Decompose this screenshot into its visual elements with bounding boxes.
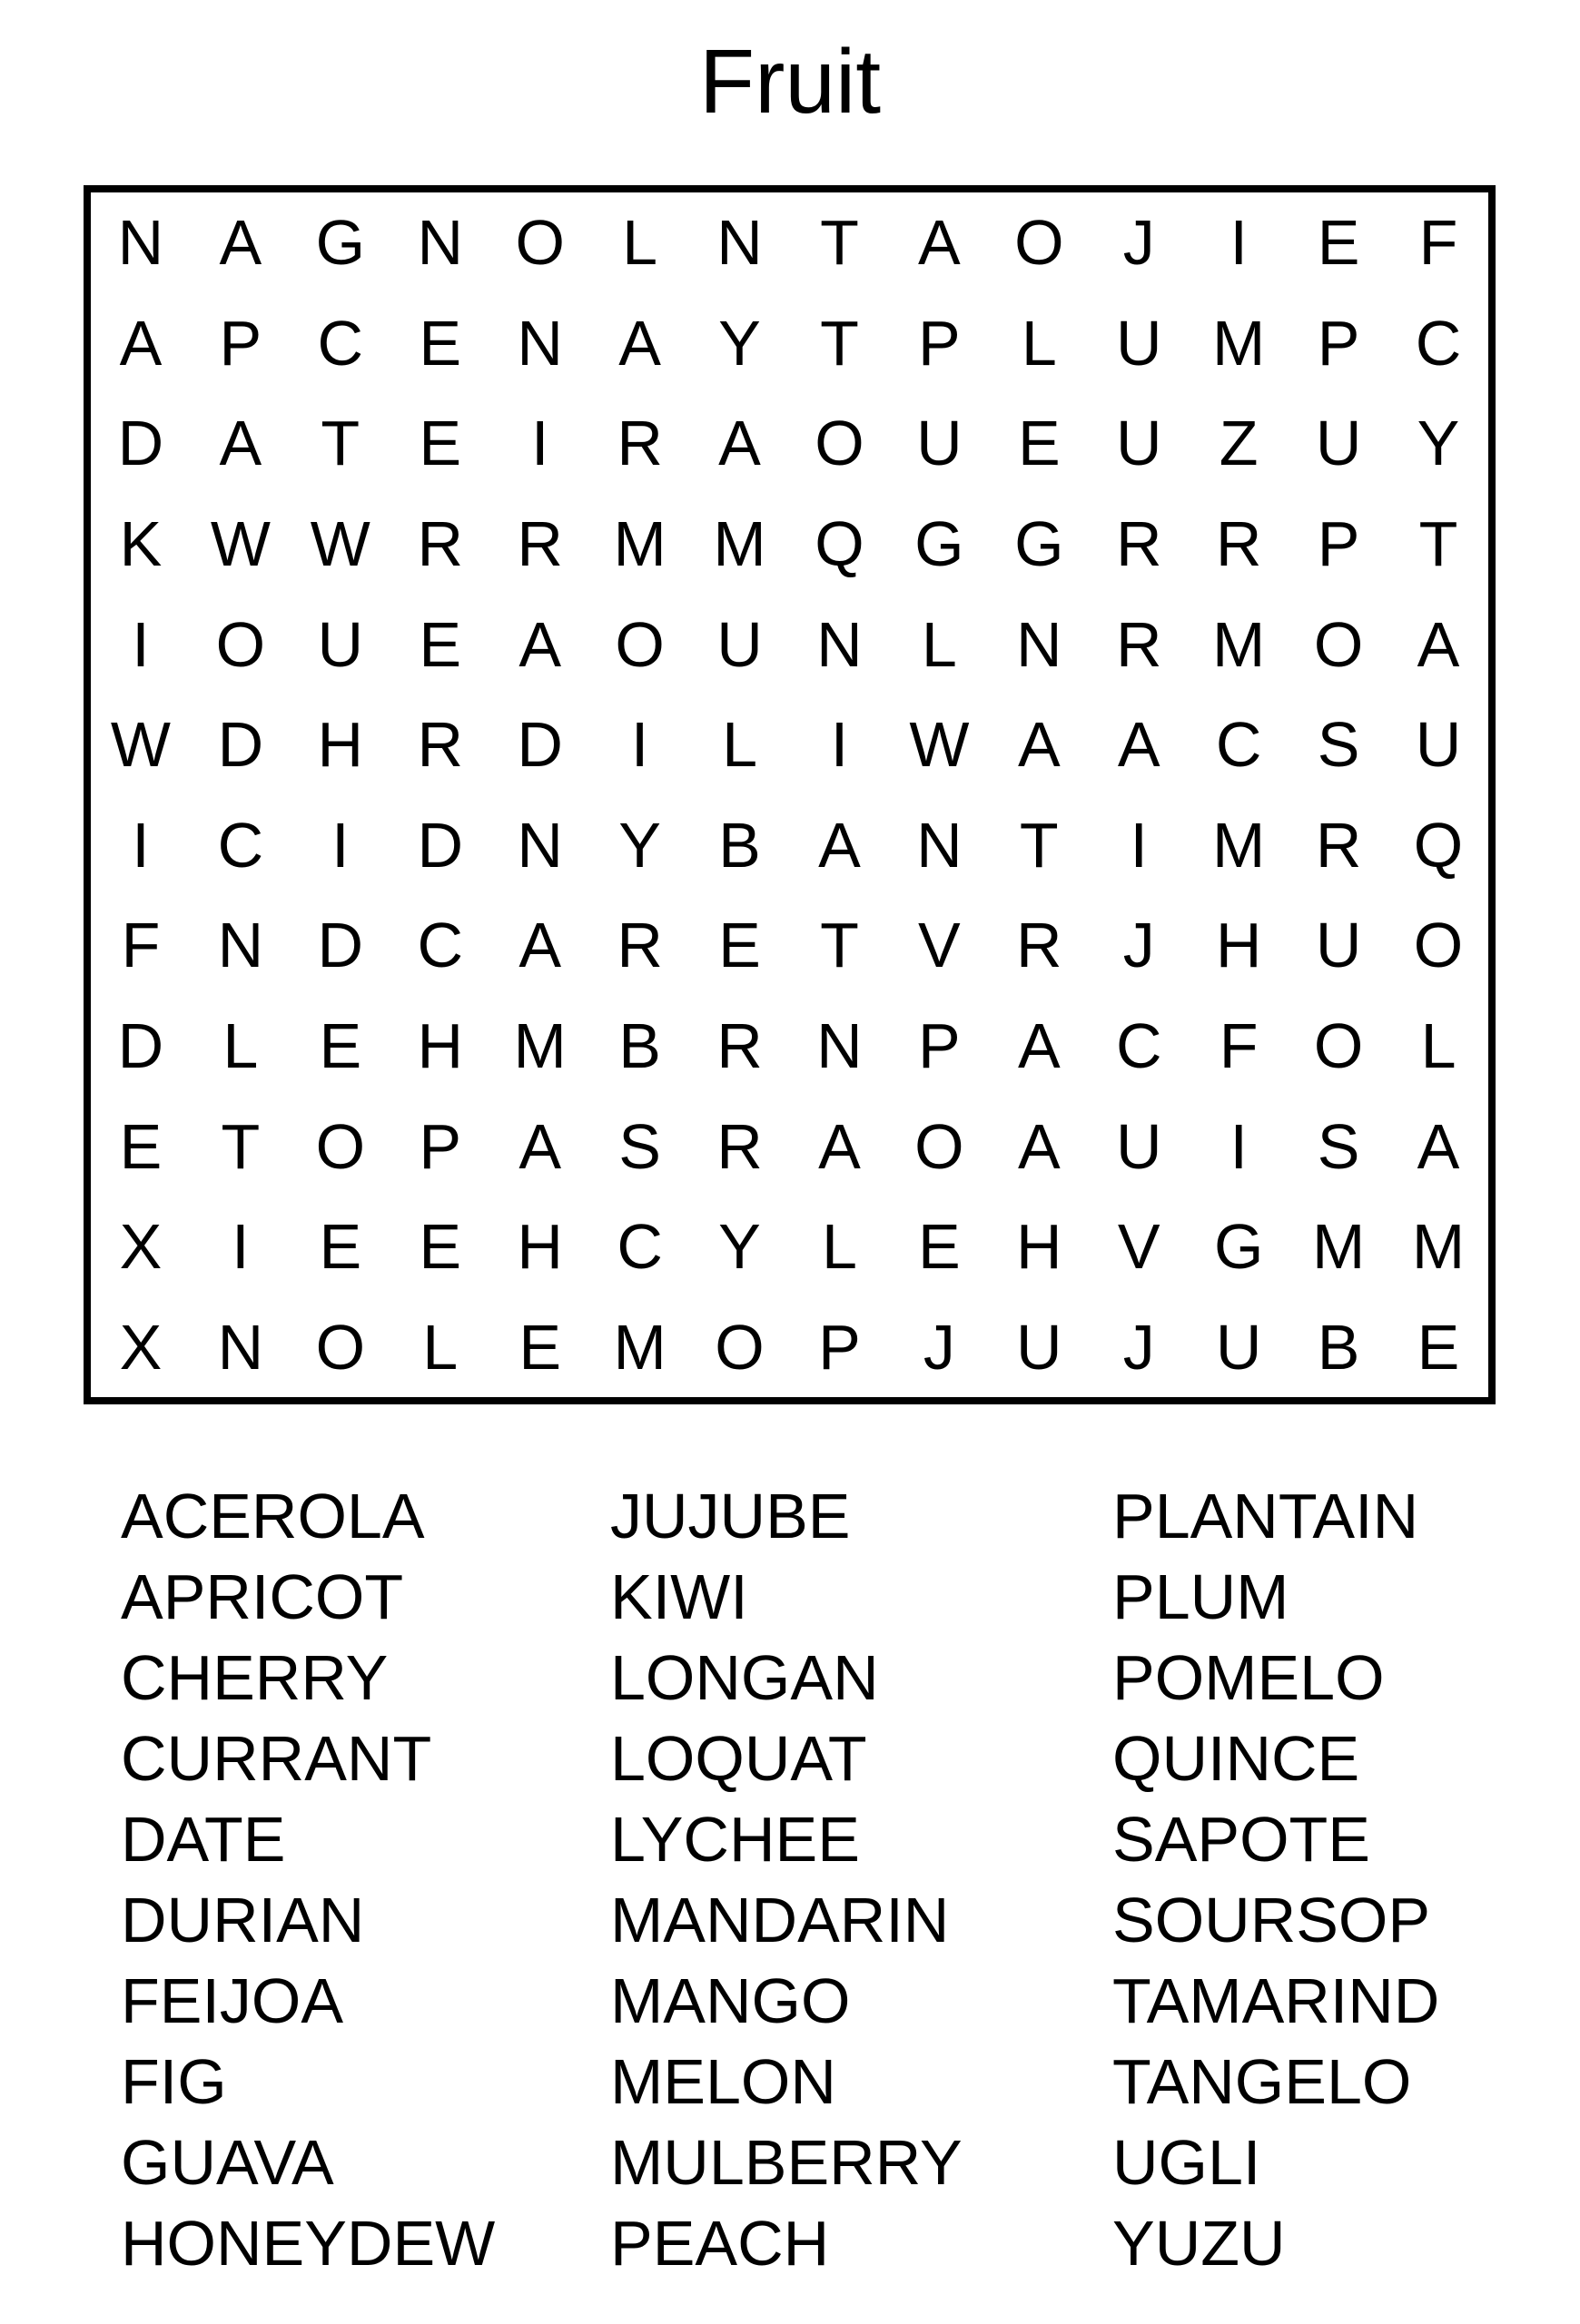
grid-cell: F bbox=[1418, 207, 1458, 279]
grid-cell: I bbox=[331, 809, 350, 881]
grid-cell: G bbox=[914, 508, 964, 580]
grid-cell: L bbox=[622, 207, 658, 279]
grid-cell: V bbox=[918, 910, 961, 981]
grid-cell: M bbox=[613, 508, 667, 580]
grid-cell: T bbox=[1019, 809, 1059, 881]
grid-cell: J bbox=[923, 1311, 955, 1383]
grid-cell: E bbox=[319, 1009, 362, 1081]
grid-cell: A bbox=[1117, 709, 1160, 781]
word-list-item: SOURSOP bbox=[1112, 1885, 1431, 1955]
grid-cell: E bbox=[419, 408, 462, 479]
grid-cell: I bbox=[132, 608, 150, 680]
grid-cell: E bbox=[419, 1211, 462, 1283]
grid-cell: R bbox=[417, 709, 464, 781]
grid-cell: W bbox=[110, 709, 171, 781]
grid-cell: R bbox=[417, 508, 464, 580]
grid-cell: R bbox=[716, 1110, 763, 1182]
grid-cell: R bbox=[1315, 809, 1362, 881]
grid-cell: L bbox=[422, 1311, 459, 1383]
word-list-item: MELON bbox=[610, 2046, 836, 2117]
grid-cell: F bbox=[1219, 1009, 1259, 1081]
grid-cell: R bbox=[617, 408, 663, 479]
word-list-item: ACEROLA bbox=[121, 1481, 425, 1551]
grid-cell: L bbox=[821, 1211, 857, 1283]
grid-cell: U bbox=[317, 608, 364, 680]
word-list-item: MULBERRY bbox=[610, 2127, 963, 2198]
grid-cell: L bbox=[1021, 307, 1057, 379]
grid-cell: N bbox=[417, 207, 464, 279]
grid-cell: R bbox=[1115, 608, 1162, 680]
grid-cell: Z bbox=[1219, 408, 1259, 479]
word-list-item: SAPOTE bbox=[1112, 1804, 1370, 1875]
grid-cell: D bbox=[417, 809, 464, 881]
grid-cell: O bbox=[515, 207, 565, 279]
grid-cell: M bbox=[1212, 608, 1266, 680]
grid-cell: A bbox=[1017, 1110, 1061, 1182]
grid-cell: A bbox=[718, 408, 761, 479]
grid-cell: R bbox=[617, 910, 663, 981]
grid-cell: U bbox=[1115, 307, 1162, 379]
grid-cell: C bbox=[1415, 307, 1462, 379]
word-list-column-2 bbox=[610, 1476, 963, 2284]
word-list-item: TAMARIND bbox=[1112, 1965, 1440, 2036]
grid-cell: R bbox=[1215, 508, 1262, 580]
grid-cell: C bbox=[217, 809, 264, 881]
grid-cell: V bbox=[1117, 1211, 1160, 1283]
grid-cell: J bbox=[1122, 207, 1155, 279]
word-list-item: CURRANT bbox=[121, 1723, 432, 1794]
grid-cell: W bbox=[909, 709, 970, 781]
word-list-item: HONEYDEW bbox=[121, 2208, 496, 2279]
grid-cell: J bbox=[1122, 1311, 1155, 1383]
word-list-item: KIWI bbox=[610, 1561, 748, 1632]
grid-cell: U bbox=[1115, 408, 1162, 479]
grid-cell: L bbox=[222, 1009, 259, 1081]
word-list-item: GUAVA bbox=[121, 2127, 334, 2198]
grid-cell: C bbox=[1215, 709, 1262, 781]
word-list-item: PLANTAIN bbox=[1112, 1481, 1419, 1551]
grid-cell: O bbox=[1313, 1009, 1364, 1081]
grid-cell: E bbox=[718, 910, 761, 981]
grid-cell: D bbox=[317, 910, 364, 981]
grid-cell: Y bbox=[718, 1211, 761, 1283]
grid-cell: A bbox=[1417, 1110, 1460, 1182]
grid-cell: S bbox=[1317, 1110, 1360, 1182]
grid-cell: O bbox=[215, 608, 266, 680]
grid-cell: H bbox=[417, 1009, 464, 1081]
word-list-item: FIG bbox=[121, 2046, 227, 2117]
grid-cell: T bbox=[820, 910, 859, 981]
grid-cell: A bbox=[818, 1110, 861, 1182]
grid-cell: A bbox=[1017, 1009, 1061, 1081]
grid-cell: Y bbox=[618, 809, 661, 881]
grid-cell: G bbox=[315, 207, 366, 279]
grid-cell: E bbox=[1317, 207, 1360, 279]
grid-cell: P bbox=[918, 307, 961, 379]
grid-cell: G bbox=[1014, 508, 1064, 580]
grid-cell: M bbox=[513, 1009, 567, 1081]
grid-cell: H bbox=[517, 1211, 563, 1283]
grid-cell: H bbox=[317, 709, 364, 781]
grid-cell: E bbox=[419, 608, 462, 680]
grid-cell: I bbox=[1229, 207, 1248, 279]
grid-cell: X bbox=[119, 1211, 163, 1283]
grid-cell: I bbox=[630, 709, 649, 781]
grid-cell: T bbox=[820, 207, 859, 279]
grid-cell: H bbox=[1215, 910, 1262, 981]
grid-cell: O bbox=[315, 1110, 366, 1182]
grid-cell: U bbox=[1115, 1110, 1162, 1182]
grid-cell: W bbox=[210, 508, 271, 580]
grid-cell: A bbox=[219, 408, 262, 479]
grid-cell: U bbox=[716, 608, 763, 680]
grid-cell: K bbox=[119, 508, 163, 580]
grid-cell: N bbox=[1016, 608, 1062, 680]
word-list-item: YUZU bbox=[1112, 2208, 1286, 2279]
grid-cell: S bbox=[1317, 709, 1360, 781]
grid-cell: O bbox=[1014, 207, 1064, 279]
grid-cell: O bbox=[1313, 608, 1364, 680]
grid-cell: M bbox=[1411, 1211, 1466, 1283]
grid-cell: I bbox=[830, 709, 849, 781]
word-list-item: LONGAN bbox=[610, 1642, 879, 1713]
grid-cell: R bbox=[1115, 508, 1162, 580]
word-list-item: DURIAN bbox=[121, 1885, 365, 1955]
grid-cell: O bbox=[615, 608, 665, 680]
grid-cell: U bbox=[1215, 1311, 1262, 1383]
grid-cell: S bbox=[618, 1110, 661, 1182]
word-list-item: LYCHEE bbox=[610, 1804, 860, 1875]
grid-cell: E bbox=[419, 307, 462, 379]
grid-cell: N bbox=[816, 608, 863, 680]
word-list-column-1 bbox=[121, 1476, 495, 2284]
grid-cell: R bbox=[1016, 910, 1062, 981]
grid-cell: A bbox=[518, 910, 562, 981]
grid-cell: D bbox=[117, 408, 164, 479]
grid-cell: D bbox=[117, 1009, 164, 1081]
word-list-item: TANGELO bbox=[1112, 2046, 1412, 2117]
grid-cell: N bbox=[217, 910, 264, 981]
grid-cell: M bbox=[1311, 1211, 1366, 1283]
grid-cell: P bbox=[1317, 307, 1360, 379]
grid-cell: R bbox=[716, 1009, 763, 1081]
grid-cell: T bbox=[820, 307, 859, 379]
grid-cell: M bbox=[613, 1311, 667, 1383]
grid-cell: M bbox=[1212, 809, 1266, 881]
grid-cell: P bbox=[818, 1311, 861, 1383]
grid-cell: I bbox=[1130, 809, 1148, 881]
grid-cell: O bbox=[914, 1110, 964, 1182]
grid-cell: P bbox=[1317, 508, 1360, 580]
grid-cell: T bbox=[221, 1110, 261, 1182]
grid-cell: Y bbox=[718, 307, 761, 379]
grid-cell: A bbox=[119, 307, 163, 379]
grid-cell: B bbox=[1317, 1311, 1360, 1383]
grid-cell: A bbox=[818, 809, 861, 881]
grid-cell: B bbox=[618, 1009, 661, 1081]
grid-cell: P bbox=[219, 307, 262, 379]
grid-cell: J bbox=[1122, 910, 1155, 981]
grid-cell: A bbox=[1017, 709, 1061, 781]
word-list-column-3 bbox=[1112, 1476, 1439, 2284]
grid-cell: I bbox=[1229, 1110, 1248, 1182]
grid-cell: Y bbox=[1417, 408, 1460, 479]
grid-cell: A bbox=[1417, 608, 1460, 680]
grid-cell: N bbox=[916, 809, 963, 881]
grid-cell: O bbox=[815, 408, 864, 479]
grid-cell: A bbox=[918, 207, 961, 279]
word-list-item: JUJUBE bbox=[610, 1481, 851, 1551]
word-list-item: DATE bbox=[121, 1804, 286, 1875]
grid-cell: N bbox=[517, 809, 563, 881]
grid-cell: F bbox=[121, 910, 161, 981]
grid-cell: C bbox=[1115, 1009, 1162, 1081]
grid-cell: C bbox=[617, 1211, 663, 1283]
grid-cell: O bbox=[715, 1311, 765, 1383]
grid-cell: O bbox=[315, 1311, 366, 1383]
grid-cell: M bbox=[1212, 307, 1266, 379]
grid-cell: Q bbox=[815, 508, 864, 580]
grid-cell: X bbox=[119, 1311, 163, 1383]
word-list-item: FEIJOA bbox=[121, 1965, 344, 2036]
grid-cell: A bbox=[618, 307, 661, 379]
grid-cell: N bbox=[716, 207, 763, 279]
grid-cell: U bbox=[1315, 910, 1362, 981]
grid-cell: E bbox=[918, 1211, 961, 1283]
grid-cell: I bbox=[530, 408, 549, 479]
word-list-item: QUINCE bbox=[1112, 1723, 1360, 1794]
grid-cell: U bbox=[1016, 1311, 1062, 1383]
grid-cell: B bbox=[718, 809, 761, 881]
grid-cell: O bbox=[1413, 910, 1464, 981]
grid-cell: N bbox=[816, 1009, 863, 1081]
grid-cell: E bbox=[518, 1311, 562, 1383]
grid-cell: N bbox=[517, 307, 563, 379]
grid-cell: A bbox=[518, 608, 562, 680]
word-list-item: LOQUAT bbox=[610, 1723, 867, 1794]
grid-cell: I bbox=[132, 809, 150, 881]
grid-cell: A bbox=[219, 207, 262, 279]
grid-cell: C bbox=[317, 307, 364, 379]
grid-cell: L bbox=[921, 608, 957, 680]
word-list-item: POMELO bbox=[1112, 1642, 1385, 1713]
grid-cell: E bbox=[119, 1110, 163, 1182]
grid-cell: D bbox=[217, 709, 264, 781]
grid-cell: T bbox=[1418, 508, 1458, 580]
grid-cell: A bbox=[518, 1110, 562, 1182]
grid-cell: W bbox=[310, 508, 370, 580]
grid-cell: E bbox=[319, 1211, 362, 1283]
grid-cell: D bbox=[517, 709, 563, 781]
puzzle-title: Fruit bbox=[699, 31, 881, 133]
word-list-item: APRICOT bbox=[121, 1561, 404, 1632]
grid-cell: R bbox=[517, 508, 563, 580]
grid-cell: U bbox=[1415, 709, 1462, 781]
grid-cell: I bbox=[232, 1211, 250, 1283]
word-list-item: MANDARIN bbox=[610, 1885, 950, 1955]
grid-cell: Q bbox=[1413, 809, 1464, 881]
grid-cell: E bbox=[1417, 1311, 1460, 1383]
grid-cell: H bbox=[1016, 1211, 1062, 1283]
word-list-item: PEACH bbox=[610, 2208, 830, 2279]
grid-cell: T bbox=[321, 408, 360, 479]
grid-cell: N bbox=[117, 207, 164, 279]
grid-cell: N bbox=[217, 1311, 264, 1383]
grid-cell: G bbox=[1213, 1211, 1264, 1283]
word-search-grid bbox=[84, 185, 1496, 1404]
word-list-item: UGLI bbox=[1112, 2127, 1261, 2198]
grid-cell: U bbox=[916, 408, 963, 479]
word-list-item: MANGO bbox=[610, 1965, 851, 2036]
grid-cell: E bbox=[1017, 408, 1061, 479]
grid-cell: P bbox=[918, 1009, 961, 1081]
grid-cell: L bbox=[1420, 1009, 1457, 1081]
grid-cell: U bbox=[1315, 408, 1362, 479]
grid-cell: P bbox=[419, 1110, 462, 1182]
word-list-item: PLUM bbox=[1112, 1561, 1289, 1632]
grid-cell: L bbox=[722, 709, 757, 781]
grid-cell: C bbox=[417, 910, 464, 981]
word-list-item: CHERRY bbox=[121, 1642, 389, 1713]
grid-cell: M bbox=[713, 508, 766, 580]
